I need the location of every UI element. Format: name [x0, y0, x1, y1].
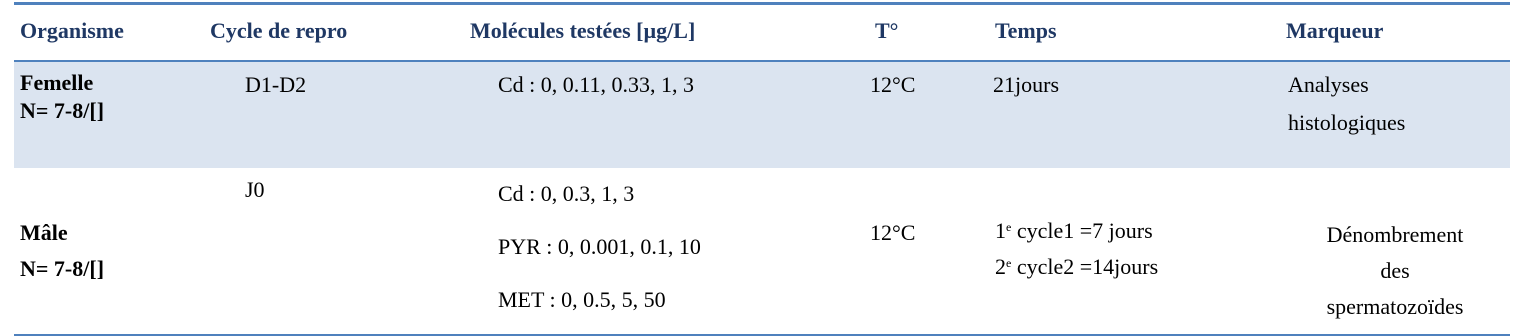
- row-male-temps-2-text: cycle2 =14jours: [1011, 254, 1159, 279]
- header-cycle: Cycle de repro: [210, 18, 348, 43]
- header-temps: Temps: [995, 18, 1057, 43]
- header-marqueur: Marqueur: [1286, 18, 1384, 43]
- row-femelle-n: N= 7-8/[]: [20, 98, 105, 123]
- row-male-cycle: J0: [245, 177, 265, 202]
- row-femelle-cycle: D1-D2: [245, 72, 307, 97]
- row-male-marqueur-line1: Dénombrement: [1326, 222, 1464, 247]
- row-male-temps-1-num: 1: [995, 218, 1006, 243]
- row-male-temps-line2: [995, 254, 1158, 280]
- table-row-femelle-band: [14, 62, 1510, 168]
- row-male-temps-2-sup: e: [1006, 256, 1012, 270]
- row-male-organisme: Mâle: [20, 220, 68, 245]
- row-femelle-molecule: Cd : 0, 0.11, 0.33, 1, 3: [498, 72, 694, 97]
- row-femelle-marqueur-line1: Analyses: [1288, 72, 1369, 97]
- row-femelle-marqueur-line2: histologiques: [1288, 110, 1406, 135]
- row-male-n: N= 7-8/[]: [20, 256, 105, 281]
- row-male-temps-line1: [995, 218, 1153, 244]
- row-male-molecule-met: MET : 0, 0.5, 5, 50: [498, 287, 666, 312]
- header-organisme: Organisme: [20, 18, 124, 43]
- row-femelle-temps: 21jours: [993, 72, 1059, 97]
- row-male-temps-2-num: 2: [995, 254, 1006, 279]
- row-male-temps-1-text: cycle1 =7 jours: [1011, 218, 1153, 243]
- row-male-temperature: 12°C: [870, 220, 916, 245]
- row-femelle-temperature: 12°C: [870, 72, 916, 97]
- row-male-molecule-pyr: PYR : 0, 0.001, 0.1, 10: [498, 234, 701, 259]
- row-femelle-organisme: Femelle: [20, 70, 94, 95]
- row-male-temps-1-sup: e: [1006, 220, 1012, 234]
- row-male-marqueur-line3: spermatozoïdes: [1326, 294, 1464, 319]
- header-temperature: T°: [875, 18, 899, 43]
- row-male-marqueur-line2: des: [1380, 258, 1410, 283]
- header-molecules: Molécules testées [µg/L]: [470, 18, 696, 43]
- row-male-molecule-cd: Cd : 0, 0.3, 1, 3: [498, 181, 635, 206]
